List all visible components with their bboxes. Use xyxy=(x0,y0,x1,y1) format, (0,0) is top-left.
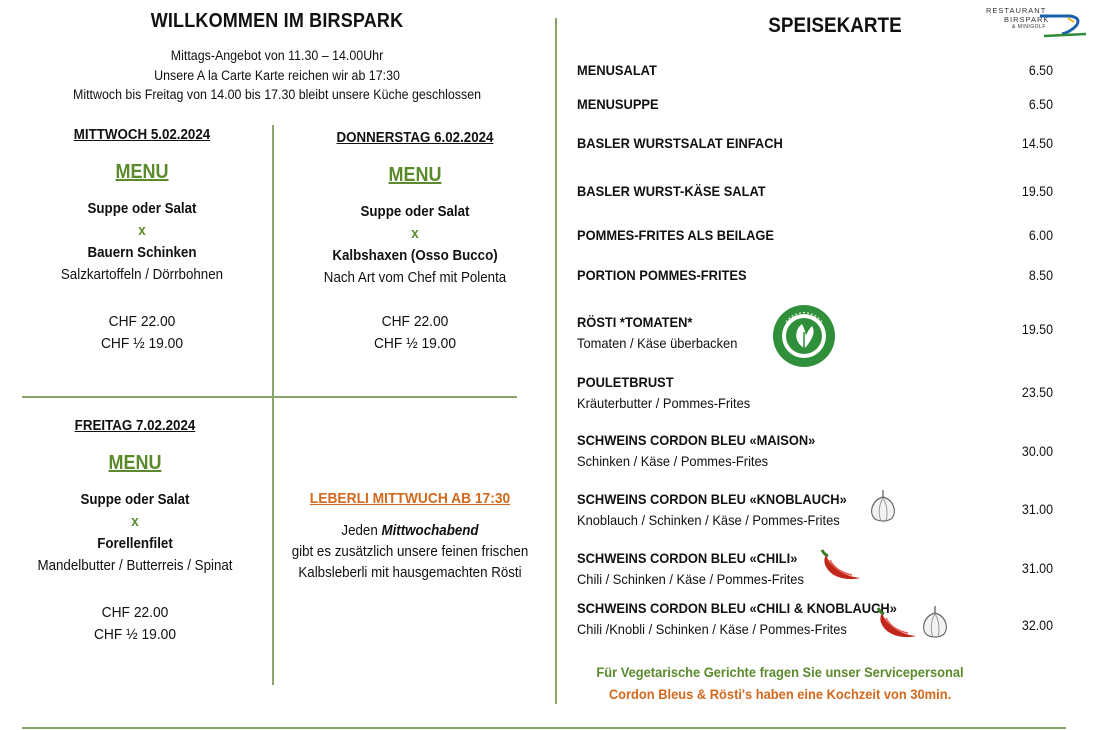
logo-line2: BIRSPARK xyxy=(1004,15,1050,24)
price-full: CHF 22.00 xyxy=(381,313,449,330)
page-title: WILLKOMMEN IM BIRSPARK xyxy=(150,10,404,32)
intro-line: Mittwoch bis Freitag von 14.00 bis 17.30 bleibt unsere Küche geschlossen xyxy=(72,87,482,102)
grid-divider-vertical xyxy=(272,125,274,685)
logo-line1: RESTAURANT xyxy=(986,6,1047,15)
item-name: PORTION POMMES-FRITES xyxy=(577,267,747,283)
side-dishes: Salzkartoffeln / Dörrbohnen xyxy=(60,267,224,283)
item-price: 30.00 xyxy=(1021,444,1053,459)
item-price: 6.00 xyxy=(1028,228,1053,243)
item-description: Schinken / Käse / Pommes-Frites xyxy=(577,453,769,469)
item-description: Chili /Knobli / Schinken / Käse / Pommes-Frites xyxy=(577,621,847,637)
garlic-icon xyxy=(866,488,900,524)
menu-prices xyxy=(300,311,530,355)
separator: x xyxy=(138,223,146,239)
item-description: Knoblauch / Schinken / Käse / Pommes-Frites xyxy=(577,512,840,528)
item-name: MENUSUPPE xyxy=(577,96,659,112)
menu-item xyxy=(577,374,765,411)
price-full: CHF 22.00 xyxy=(101,604,169,621)
day-label: DONNERSTAG 6.02.2024 xyxy=(336,130,494,146)
item-name: POMMES-FRITES ALS BEILAGE xyxy=(577,227,775,243)
day-label: MITTWOCH 5.02.2024 xyxy=(73,127,211,143)
item-name: SCHWEINS CORDON BLEU «KNOBLAUCH» xyxy=(577,491,847,507)
day-menu-thursday xyxy=(290,130,540,355)
leberli-line2: gibt es zusätzlich unsere feinen frischen xyxy=(291,544,529,560)
item-price: 32.00 xyxy=(1021,618,1053,633)
menu-item xyxy=(577,432,836,469)
price-half: CHF ½ 19.00 xyxy=(93,626,177,643)
menu-heading: MENU xyxy=(108,452,162,474)
chili-pepper-icon xyxy=(872,604,920,642)
leberli-line3: Kalbsleberli mit hausgemachten Rösti xyxy=(298,565,522,581)
item-name: MENUSALAT xyxy=(577,62,657,78)
item-name: SCHWEINS CORDON BLEU «CHILI & KNOBLAUCH» xyxy=(577,600,897,616)
item-name: BASLER WURST-KÄSE SALAT xyxy=(577,183,766,199)
main-dish: Forellenfilet xyxy=(97,536,173,552)
item-price: 19.50 xyxy=(1021,184,1053,199)
restaurant-logo xyxy=(978,4,1090,40)
logo-line3: & MINIGOLF xyxy=(1012,24,1046,30)
item-price: 8.50 xyxy=(1028,268,1053,283)
menu-item xyxy=(577,227,791,243)
bottom-divider xyxy=(22,727,1066,729)
side-dishes: Mandelbutter / Butterreis / Spinat xyxy=(37,558,233,574)
item-description: Kräuterbutter / Pommes-Frites xyxy=(577,395,751,411)
item-description: Tomaten / Käse überbacken xyxy=(577,335,738,351)
speisekarte-title: SPEISEKARTE xyxy=(768,14,902,37)
separator: x xyxy=(131,514,139,530)
column-divider xyxy=(555,18,557,704)
leberli-line1-prefix: Jeden xyxy=(341,523,382,539)
intro-line: Unsere A la Carte Karte reichen wir ab 17:30 xyxy=(154,67,400,83)
item-price: 6.50 xyxy=(1028,97,1053,112)
item-price: 19.50 xyxy=(1021,322,1053,337)
menu-description xyxy=(300,201,530,289)
cooking-time-note: Cordon Bleus & Rösti's haben eine Kochzeit von 30min. xyxy=(608,686,952,702)
item-description: Chili / Schinken / Käse / Pommes-Frites xyxy=(577,571,804,587)
leberli-title: LEBERLI MITTWUCH AB 17:30 xyxy=(309,490,511,507)
menu-item xyxy=(577,62,664,78)
leberli-special xyxy=(280,490,540,584)
menu-item xyxy=(577,135,801,151)
starter: Suppe oder Salat xyxy=(87,201,197,217)
menu-item xyxy=(577,550,824,587)
menu-description xyxy=(32,198,253,286)
item-name: RÖSTI *TOMATEN* xyxy=(577,314,693,330)
item-price: 6.50 xyxy=(1028,63,1053,78)
menu-prices xyxy=(25,602,246,646)
leberli-description xyxy=(290,521,529,584)
item-price: 31.00 xyxy=(1021,561,1053,576)
menu-item xyxy=(577,267,761,283)
menu-item xyxy=(577,491,870,528)
menu-prices xyxy=(32,311,253,355)
price-full: CHF 22.00 xyxy=(108,313,176,330)
side-dishes: Nach Art vom Chef mit Polenta xyxy=(323,270,507,286)
chili-pepper-icon xyxy=(816,546,864,584)
item-name: SCHWEINS CORDON BLEU «CHILI» xyxy=(577,550,798,566)
day-menu-friday xyxy=(15,418,255,646)
price-half: CHF ½ 19.00 xyxy=(373,335,457,352)
intro-text xyxy=(42,46,511,105)
item-price: 23.50 xyxy=(1021,385,1053,400)
grid-divider-horizontal xyxy=(22,396,517,398)
menu-heading: MENU xyxy=(115,161,169,183)
item-name: BASLER WURSTSALAT EINFACH xyxy=(577,135,783,151)
vegetarian-badge-icon xyxy=(772,304,836,368)
menu-item xyxy=(577,314,751,351)
item-name: POULETBRUST xyxy=(577,374,674,390)
separator: x xyxy=(411,226,419,242)
vegetarian-note: Für Vegetarische Gerichte fragen Sie unser Servicepersonal xyxy=(596,664,964,680)
main-dish: Bauern Schinken xyxy=(87,245,197,261)
menu-item xyxy=(577,96,666,112)
item-price: 31.00 xyxy=(1021,502,1053,517)
menu-heading: MENU xyxy=(388,164,442,186)
main-dish: Kalbshaxen (Osso Bucco) xyxy=(332,248,498,264)
item-name: SCHWEINS CORDON BLEU «MAISON» xyxy=(577,432,816,448)
leberli-line1-emph: Mittwochabend xyxy=(381,523,479,539)
starter: Suppe oder Salat xyxy=(360,204,470,220)
garlic-icon xyxy=(918,604,952,642)
menu-item xyxy=(577,183,782,199)
price-half: CHF ½ 19.00 xyxy=(100,335,184,352)
logo-swoosh-icon xyxy=(978,4,1090,40)
day-label: FREITAG 7.02.2024 xyxy=(74,418,196,434)
menu-description xyxy=(25,489,246,577)
intro-line: Mittags-Angebot von 11.30 – 14.00Uhr xyxy=(170,48,384,63)
item-price: 14.50 xyxy=(1021,136,1053,151)
day-menu-wednesday xyxy=(22,127,262,355)
starter: Suppe oder Salat xyxy=(80,492,190,508)
